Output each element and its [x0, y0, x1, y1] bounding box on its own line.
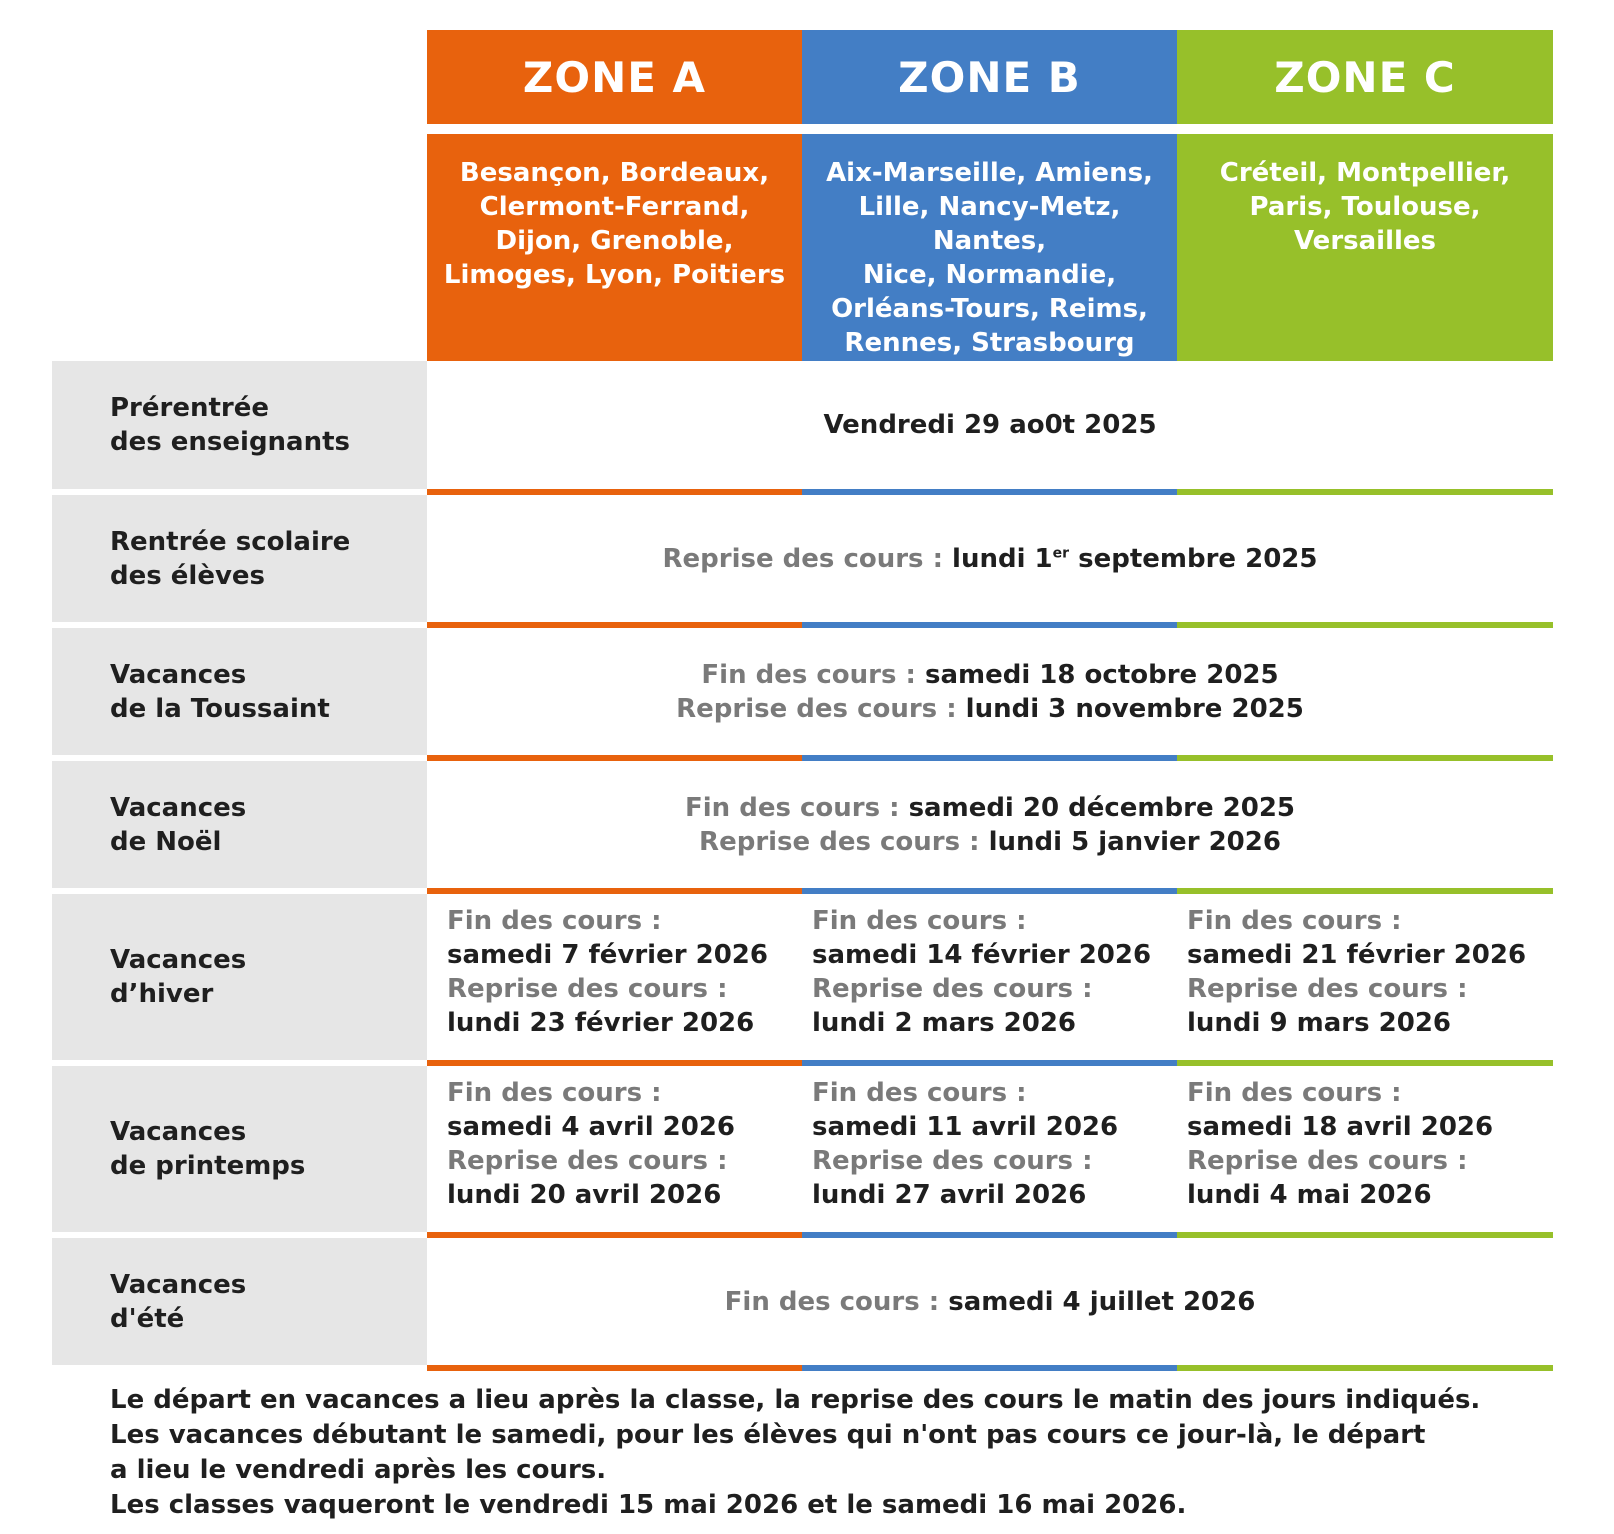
- fin-label: Fin des cours :: [1187, 1078, 1402, 1108]
- row-label-line: de Noël: [110, 826, 222, 857]
- zone-a-title: ZONE A: [522, 52, 707, 102]
- fin-label: Fin des cours :: [701, 659, 925, 690]
- row-rentree-value: [427, 495, 1553, 622]
- reprise-label: Reprise des cours :: [662, 543, 953, 574]
- fin-date: samedi 11 avril 2026: [812, 1112, 1119, 1142]
- fin-date: samedi 14 février 2026: [812, 940, 1152, 970]
- row-label-ete: [52, 1238, 427, 1365]
- reprise-date: lundi 3 novembre 2025: [965, 693, 1304, 724]
- academy-line: Versailles: [1293, 226, 1437, 256]
- zone-c-academies: [1177, 134, 1553, 361]
- separator-zone-a: [427, 1365, 802, 1371]
- zone-b-academies: [802, 134, 1177, 361]
- zone-a-header: [427, 30, 802, 124]
- hiver-zone-a: [427, 894, 802, 1060]
- row-label-line: Prérentrée: [110, 393, 269, 423]
- reprise-date: lundi 27 avril 2026: [812, 1180, 1087, 1210]
- reprise-date: lundi 4 mai 2026: [1187, 1180, 1432, 1210]
- row-label-line: Vacances: [110, 1117, 247, 1147]
- row-toussaint-value: [427, 628, 1553, 755]
- reprise-date: lundi 23 février 2026: [447, 1008, 755, 1038]
- reprise-label: Reprise des cours :: [812, 974, 1093, 1004]
- fin-date: samedi 20 décembre 2025: [908, 792, 1295, 823]
- academy-line: Paris, Toulouse,: [1249, 192, 1481, 222]
- academy-line: Clermont-Ferrand,: [479, 192, 750, 222]
- academy-line: Aix-Marseille, Amiens,: [826, 158, 1153, 188]
- reprise-label: Reprise des cours :: [812, 1146, 1093, 1176]
- row-label-line: des élèves: [110, 560, 266, 591]
- row-label-printemps: [52, 1066, 427, 1232]
- reprise-label: Reprise des cours :: [1187, 1146, 1468, 1176]
- academy-line: Rennes, Strasbourg: [844, 328, 1135, 358]
- prerentree-date: Vendredi 29 ao0t 2025: [823, 410, 1157, 440]
- row-label-prerentree: [52, 361, 427, 489]
- row-label-hiver: [52, 894, 427, 1060]
- footnote: [110, 1383, 1510, 1523]
- fin-date: samedi 18 octobre 2025: [924, 659, 1279, 690]
- footnote-line: Le départ en vacances a lieu après la classe, la reprise des cours le matin des jours indiqués.: [110, 1385, 1481, 1415]
- reprise-label: Reprise des cours :: [447, 1146, 728, 1176]
- zone-c-header: [1177, 30, 1553, 124]
- academy-line: Dijon, Grenoble,: [495, 226, 734, 256]
- row-label-line: de printemps: [110, 1151, 306, 1181]
- fin-date: samedi 4 avril 2026: [447, 1112, 736, 1142]
- reprise-label: Reprise des cours :: [1187, 974, 1468, 1004]
- ordinal-suffix: er: [1052, 544, 1070, 561]
- reprise-date: lundi 20 avril 2026: [447, 1180, 722, 1210]
- zone-a-academies: [427, 134, 802, 361]
- footnote-line: Les vacances débutant le samedi, pour les élèves qui n'ont pas cours ce jour-là, le départ: [110, 1420, 1426, 1450]
- row-label-toussaint: [52, 628, 427, 755]
- academy-line: Nice, Normandie,: [862, 260, 1117, 290]
- reprise-label: Reprise des cours :: [447, 974, 728, 1004]
- rentree-date-rest: septembre 2025: [1069, 543, 1318, 574]
- fin-date: samedi 18 avril 2026: [1187, 1112, 1494, 1142]
- row-label-line: Vacances: [110, 659, 247, 690]
- row-label-line: d’hiver: [110, 979, 214, 1009]
- row-label-line: d'été: [110, 1303, 185, 1334]
- row-ete-value: [427, 1238, 1553, 1365]
- zone-c-title: ZONE C: [1274, 52, 1456, 102]
- fin-label: Fin des cours :: [684, 792, 909, 823]
- academy-line: Créteil, Montpellier,: [1219, 158, 1511, 188]
- fin-label: Fin des cours :: [447, 1078, 662, 1108]
- row-prerentree-value: [427, 361, 1553, 489]
- reprise-date: lundi 2 mars 2026: [812, 1008, 1076, 1038]
- rentree-date: lundi 1: [952, 543, 1053, 574]
- academy-line: Limoges, Lyon, Poitiers: [443, 260, 786, 290]
- reprise-date: lundi 9 mars 2026: [1187, 1008, 1451, 1038]
- fin-label: Fin des cours :: [447, 906, 662, 936]
- row-label-line: Vacances: [110, 792, 247, 823]
- hiver-zone-c: [1177, 894, 1553, 1060]
- footnote-line: a lieu le vendredi après les cours.: [110, 1455, 607, 1485]
- printemps-zone-a: [427, 1066, 802, 1232]
- row-label-line: de la Toussaint: [110, 693, 330, 724]
- fin-label: Fin des cours :: [1187, 906, 1402, 936]
- academy-line: Lille, Nancy-Metz, Nantes,: [858, 192, 1121, 256]
- separator-zone-b: [802, 1365, 1177, 1371]
- fin-label: Fin des cours :: [812, 1078, 1027, 1108]
- reprise-label: Reprise des cours :: [676, 693, 966, 724]
- row-label-line: des enseignants: [110, 427, 351, 457]
- fin-date: samedi 4 juillet 2026: [948, 1286, 1256, 1317]
- fin-date: samedi 21 février 2026: [1187, 940, 1527, 970]
- row-label-line: Vacances: [110, 945, 247, 975]
- row-label-noel: [52, 761, 427, 888]
- reprise-date: lundi 5 janvier 2026: [988, 826, 1281, 857]
- academy-line: Orléans-Tours, Reims,: [831, 294, 1148, 324]
- separator-zone-c: [1177, 1365, 1553, 1371]
- printemps-zone-b: [802, 1066, 1177, 1232]
- hiver-zone-b: [802, 894, 1177, 1060]
- printemps-zone-c: [1177, 1066, 1553, 1232]
- footnote-line: Les classes vaqueront le vendredi 15 mai 2026 et le samedi 16 mai 2026.: [110, 1490, 1187, 1520]
- academy-line: Besançon, Bordeaux,: [459, 158, 770, 188]
- fin-label: Fin des cours :: [812, 906, 1027, 936]
- row-noel-value: [427, 761, 1553, 888]
- reprise-label: Reprise des cours :: [699, 826, 989, 857]
- zone-b-header: [802, 30, 1177, 124]
- row-label-line: Rentrée scolaire: [110, 526, 351, 557]
- row-label-line: Vacances: [110, 1269, 247, 1300]
- fin-label: Fin des cours :: [724, 1286, 949, 1317]
- row-label-rentree: [52, 495, 427, 622]
- fin-date: samedi 7 février 2026: [447, 940, 768, 970]
- zone-b-title: ZONE B: [898, 52, 1081, 102]
